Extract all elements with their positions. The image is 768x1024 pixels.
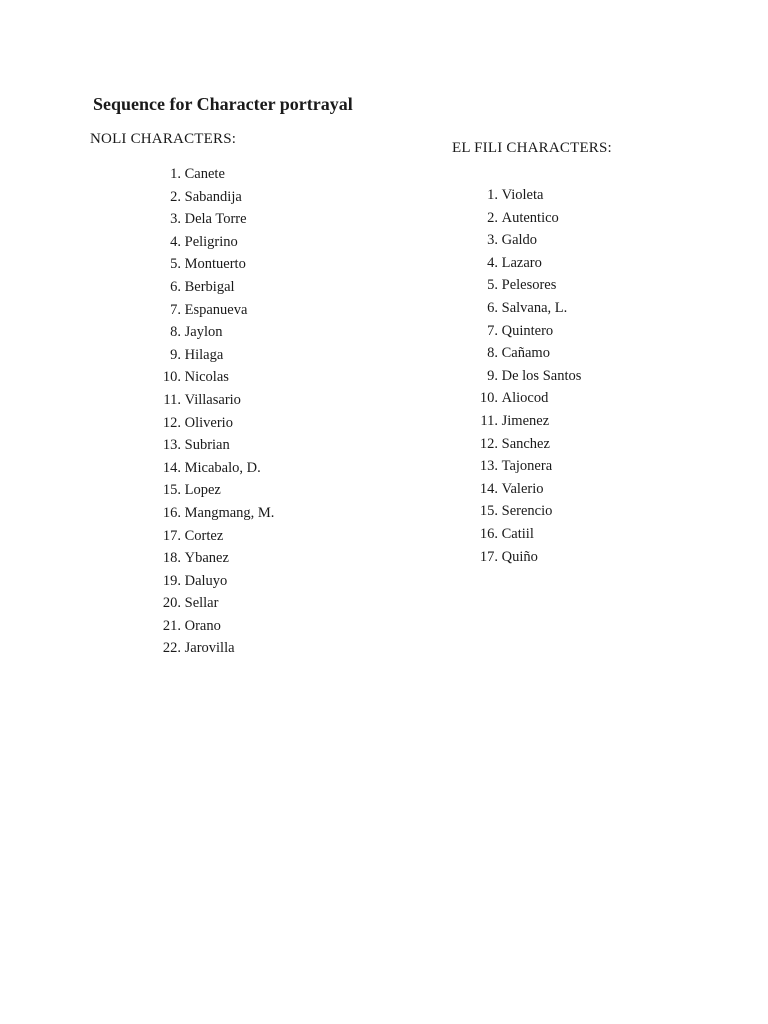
list-item (465, 320, 581, 343)
item-number: 11. (480, 412, 498, 429)
item-number: 14. (162, 459, 181, 476)
list-item (465, 500, 581, 523)
item-name: Daluyo (184, 572, 228, 589)
item-number: 16. (479, 525, 498, 542)
item-number: 5. (487, 277, 498, 294)
item-number: 9. (487, 367, 498, 384)
item-number: 4. (170, 233, 181, 250)
item-name: Quintero (501, 322, 554, 339)
item-number: 8. (170, 324, 181, 341)
item-number: 19. (162, 572, 181, 589)
item-name: Sellar (184, 595, 219, 612)
item-name: Dela Torre (184, 211, 247, 228)
item-number: 15. (479, 503, 498, 520)
item-name: Jarovilla (184, 640, 235, 657)
item-name: Valerio (501, 480, 544, 497)
item-number: 1. (170, 166, 181, 182)
item-name: Serencio (501, 503, 553, 520)
list-item (148, 479, 274, 502)
list-item (465, 387, 581, 410)
list-item (465, 455, 581, 478)
list-item (148, 637, 274, 660)
item-number: 4. (487, 254, 498, 271)
item-name: Cortez (184, 527, 224, 544)
item-name: Quiño (501, 548, 538, 565)
item-name: Orano (184, 617, 221, 634)
item-number: 16. (162, 504, 181, 521)
item-number: 10. (479, 390, 498, 407)
list-item (465, 229, 581, 252)
item-name: Aliocod (501, 390, 549, 407)
list-item (465, 546, 581, 569)
item-name: De los Santos (501, 367, 582, 384)
list-item (465, 184, 581, 207)
item-name: Montuerto (184, 256, 246, 273)
item-name: Hilaga (184, 346, 224, 363)
item-number: 9. (170, 346, 181, 363)
list-item (148, 457, 274, 480)
item-name: Micabalo, D. (184, 459, 261, 476)
list-item (148, 344, 274, 367)
list-item (465, 523, 581, 546)
item-name: Canete (184, 166, 225, 182)
item-name: Sabandija (184, 188, 242, 205)
item-number: 2. (170, 188, 181, 205)
item-name: Berbigal (184, 278, 235, 295)
page-title: Sequence for Character portrayal (93, 94, 353, 114)
item-name: Peligrino (184, 233, 238, 250)
noli-character-list (148, 163, 274, 660)
item-number: 6. (487, 299, 498, 316)
item-name: Lazaro (501, 254, 542, 271)
item-name: Autentico (501, 209, 559, 226)
list-item (148, 615, 274, 638)
item-name: Cañamo (501, 345, 550, 362)
list-item (465, 478, 581, 501)
item-number: 5. (170, 256, 181, 273)
item-name: Lopez (184, 482, 221, 499)
item-name: Jimenez (501, 412, 550, 429)
list-item (148, 389, 274, 412)
list-item (148, 299, 274, 322)
item-name: Subrian (184, 437, 230, 454)
item-name: Galdo (501, 232, 538, 249)
list-item (465, 365, 581, 388)
list-item (465, 342, 581, 365)
list-item (465, 297, 581, 320)
item-name: Nicolas (184, 369, 229, 386)
list-item (148, 321, 274, 344)
item-name: Sanchez (501, 435, 550, 452)
list-item (465, 207, 581, 230)
item-number: 7. (170, 301, 181, 318)
item-name: Villasario (184, 391, 241, 408)
item-number: 7. (487, 322, 498, 339)
item-number: 2. (487, 209, 498, 226)
list-item (465, 410, 581, 433)
item-name: Catiil (501, 525, 534, 542)
item-number: 11. (163, 391, 181, 408)
list-item (148, 366, 274, 389)
item-number: 3. (487, 232, 498, 249)
item-number: 3. (170, 211, 181, 228)
item-number: 15. (162, 482, 181, 499)
item-number: 10. (162, 369, 181, 386)
item-number: 18. (162, 550, 181, 567)
item-name: Violeta (501, 187, 544, 203)
item-name: Espanueva (184, 301, 248, 318)
item-name: Jaylon (184, 324, 223, 341)
list-item (148, 231, 274, 254)
item-number: 6. (170, 278, 181, 295)
el-fili-heading: EL FILI CHARACTERS: (452, 140, 612, 156)
item-name: Ybanez (184, 550, 229, 567)
list-item (148, 186, 274, 209)
item-number: 13. (162, 437, 181, 454)
item-name: Mangmang, M. (184, 504, 275, 521)
item-name: Salvana, L. (501, 299, 568, 316)
item-number: 8. (487, 345, 498, 362)
item-number: 17. (162, 527, 181, 544)
list-item (148, 412, 274, 435)
item-name: Oliverio (184, 414, 233, 431)
list-item (148, 163, 274, 186)
item-number: 12. (479, 435, 498, 452)
list-item (465, 252, 581, 275)
item-number: 22. (162, 640, 181, 657)
noli-heading: NOLI CHARACTERS: (90, 131, 237, 147)
item-number: 1. (487, 187, 498, 203)
list-item (148, 592, 274, 615)
list-item (148, 276, 274, 299)
list-item (148, 253, 274, 276)
el-fili-character-list (465, 184, 581, 568)
item-number: 17. (479, 548, 498, 565)
list-item (148, 434, 274, 457)
list-item (148, 525, 274, 548)
item-name: Tajonera (501, 458, 553, 475)
item-number: 21. (162, 617, 181, 634)
list-item (148, 547, 274, 570)
item-number: 13. (479, 458, 498, 475)
list-item (465, 274, 581, 297)
item-number: 20. (162, 595, 181, 612)
item-number: 12. (162, 414, 181, 431)
list-item (465, 433, 581, 456)
item-number: 14. (479, 480, 498, 497)
list-item (148, 570, 274, 593)
list-item (148, 502, 274, 525)
item-name: Pelesores (501, 277, 557, 294)
list-item (148, 208, 274, 231)
